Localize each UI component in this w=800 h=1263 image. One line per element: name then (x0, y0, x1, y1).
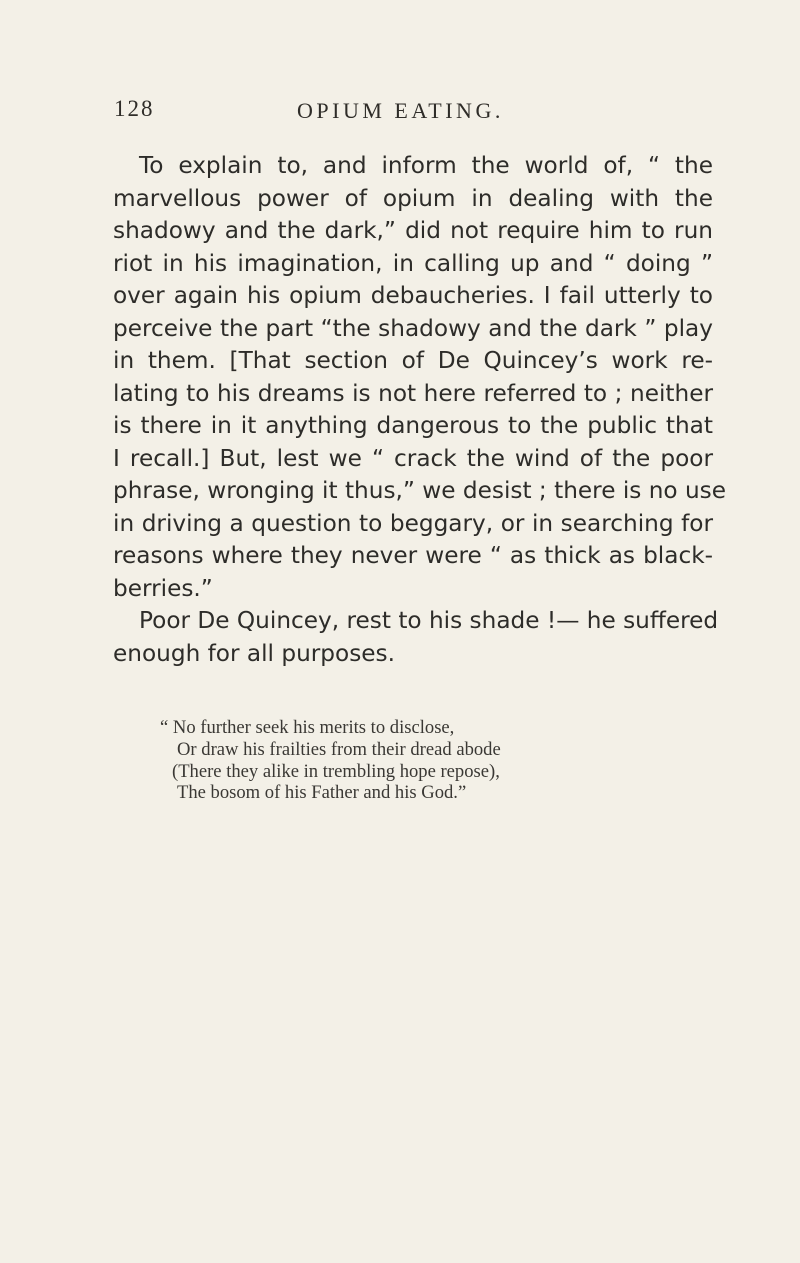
text-line: Poor De Quincey, rest to his shade !— he suffered (139, 607, 719, 634)
text-line: shadowy and the dark,” did not require him to run (113, 217, 713, 244)
text-line: riot in his imagination, in calling up and “ doing ” (113, 249, 713, 277)
running-head: OPIUM EATING. (297, 98, 504, 123)
text-line: To explain to, and inform the world of, “ the (139, 152, 713, 179)
text-line: marvellous power of opium in dealing with the (113, 184, 713, 212)
text-line: phrase, wronging it thus,” we desist ; there is no use (113, 477, 727, 504)
verse-quotation (160, 717, 720, 804)
text-line: reasons where they never were “ as thick as black- (113, 542, 713, 569)
text-line: I recall.] But, lest we “ crack the wind of the poor (113, 444, 713, 472)
text-line: lating to his dreams is not here referred to ; neither (113, 379, 713, 407)
text-line: in them. [That section of De Quincey’s work re- (113, 347, 713, 374)
text-line: enough for all purposes. (113, 639, 395, 667)
body-text (113, 150, 727, 670)
verse-line: Or draw his frailties from their dread abode (177, 738, 501, 760)
verse-line: (There they alike in trembling hope repose), (172, 760, 500, 782)
verse-line: The bosom of his Father and his God.” (177, 782, 467, 804)
page-number: 128 (114, 96, 155, 121)
text-line: over again his opium debaucheries. I fail utterly to (113, 282, 713, 309)
text-line: is there in it anything dangerous to the public that (113, 412, 713, 439)
text-line: perceive the part “the shadowy and the dark ” play (113, 314, 713, 342)
verse-line: “ No further seek his merits to disclose, (160, 717, 455, 738)
text-line: berries.” (113, 574, 213, 602)
text-line: in driving a question to beggary, or in searching for (113, 509, 713, 537)
